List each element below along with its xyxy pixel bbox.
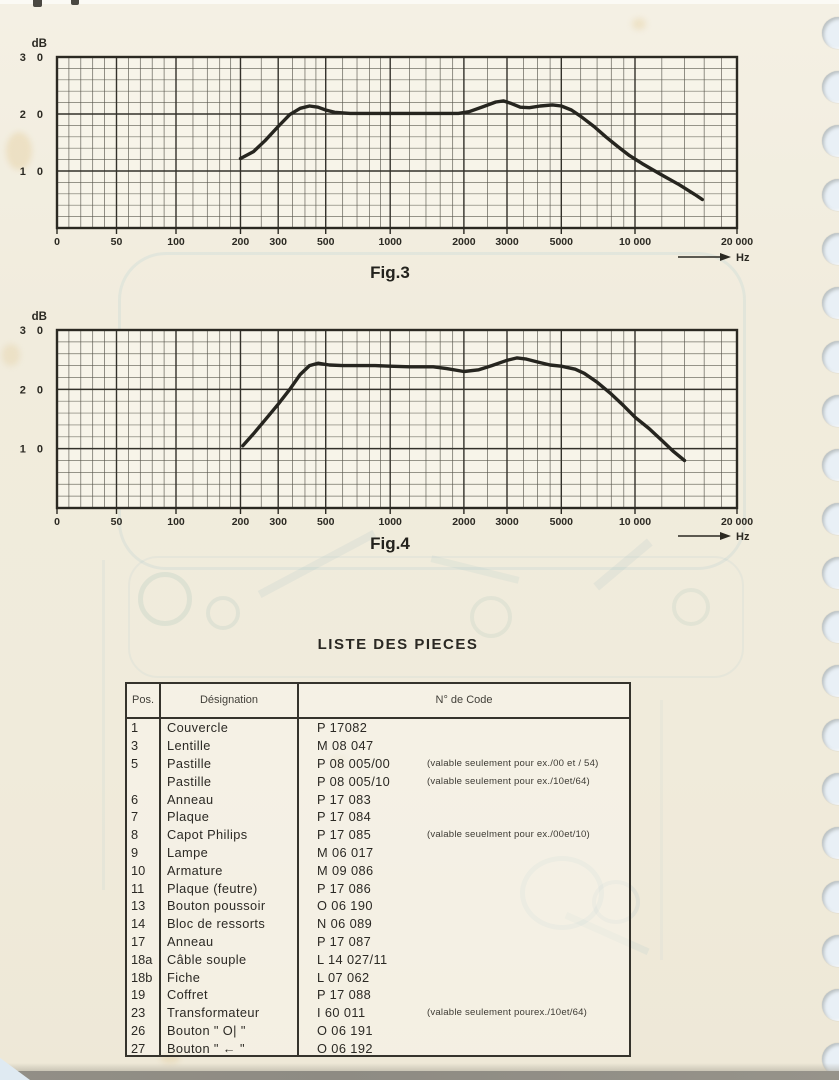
cell-code: N 06 089 xyxy=(317,916,373,932)
table-row xyxy=(127,826,629,844)
table-row xyxy=(127,737,629,755)
x-tick-label: 20 000 xyxy=(720,516,754,528)
staple-mark xyxy=(71,0,79,5)
x-tick-label: 500 xyxy=(316,236,335,248)
y-axis-unit: dB xyxy=(31,311,47,323)
cell-pos: 18a xyxy=(131,951,153,967)
parts-table xyxy=(125,682,631,1057)
cell-pos: 26 xyxy=(131,1022,146,1038)
x-tick-label: 20 000 xyxy=(720,236,754,248)
cell-designation: Bouton " O| " xyxy=(167,1022,246,1038)
table-header-row xyxy=(127,684,629,719)
page-bottom-shadow xyxy=(0,1063,839,1071)
cell-code: P 08 005/10 xyxy=(317,773,391,789)
x-tick-label: 10 000 xyxy=(618,516,652,528)
cell-pos: 8 xyxy=(131,827,139,843)
x-tick-label: 3000 xyxy=(495,516,519,528)
cell-code: P 17082 xyxy=(317,720,368,736)
cell-code: P 17 086 xyxy=(317,880,372,896)
cell-code: I 60 011 xyxy=(317,1005,366,1021)
x-tick-label: 200 xyxy=(231,516,250,528)
cell-code: M 08 047 xyxy=(317,738,374,754)
x-tick-label: 50 xyxy=(110,236,123,248)
x-tick-label: 0 xyxy=(54,516,60,528)
cell-pos: 13 xyxy=(131,898,146,914)
x-tick-label: 100 xyxy=(167,236,185,248)
cell-pos: 10 xyxy=(131,862,146,878)
figure-caption: Fig.3 xyxy=(370,263,410,282)
table-row xyxy=(127,1022,629,1040)
cell-code: P 17 085 xyxy=(317,827,372,843)
x-tick-label: 5000 xyxy=(549,236,573,248)
x-tick-label: 1000 xyxy=(378,236,402,248)
table-row xyxy=(127,790,629,808)
cell-code: M 09 086 xyxy=(317,862,374,878)
cell-code: O 06 191 xyxy=(317,1022,373,1038)
x-tick-label: 3000 xyxy=(495,236,519,248)
column-header-code: N° de Code xyxy=(435,694,493,706)
x-tick-label: 200 xyxy=(231,236,250,248)
y-tick-label: 3 0 xyxy=(19,52,47,64)
cell-code: P 17 087 xyxy=(317,933,372,949)
table-row xyxy=(127,879,629,897)
cell-pos: 9 xyxy=(131,844,139,860)
table-row xyxy=(127,933,629,951)
cell-designation: Couvercle xyxy=(167,720,229,736)
x-tick-label: 300 xyxy=(269,236,287,248)
table-row xyxy=(127,844,629,862)
page-bottom-edge xyxy=(0,1071,839,1080)
cell-designation: Pastille xyxy=(167,773,212,789)
cell-code: L 14 027/11 xyxy=(317,951,388,967)
table-row xyxy=(127,772,629,790)
table-row xyxy=(127,808,629,826)
x-tick-label: 2000 xyxy=(452,516,476,528)
cell-pos: 23 xyxy=(131,1005,146,1021)
cell-pos: 17 xyxy=(131,933,146,949)
table-row xyxy=(127,1039,629,1057)
cell-designation: Câble souple xyxy=(167,951,247,967)
cell-pos: 7 xyxy=(131,809,139,825)
cell-code: O 06 190 xyxy=(317,898,373,914)
table-row xyxy=(127,968,629,986)
x-tick-label: 50 xyxy=(110,516,123,528)
parts-list-title: LISTE DES PIECES xyxy=(317,636,479,653)
cell-designation: Pastille xyxy=(167,755,212,771)
table-row xyxy=(127,915,629,933)
cell-pos: 11 xyxy=(131,880,145,896)
x-tick-label: 2000 xyxy=(452,236,476,248)
cell-designation: Transformateur xyxy=(167,1005,260,1021)
y-tick-label: 1 0 xyxy=(19,166,47,178)
y-tick-label: 2 0 xyxy=(19,109,47,121)
x-tick-label: 5000 xyxy=(549,516,573,528)
fig3-chart xyxy=(20,38,754,282)
cell-designation: Bouton poussoir xyxy=(167,898,266,914)
y-axis-unit: dB xyxy=(31,38,47,50)
table-row xyxy=(127,950,629,968)
table-row xyxy=(127,861,629,879)
cell-designation: Bouton " ← " xyxy=(167,1040,245,1056)
cell-code: M 06 017 xyxy=(317,844,374,860)
cell-designation: Anneau xyxy=(167,933,214,949)
cell-pos: 6 xyxy=(131,791,139,807)
cell-designation: Bloc de ressorts xyxy=(167,916,266,932)
cell-pos: 5 xyxy=(131,755,139,771)
x-tick-label: 10 000 xyxy=(618,236,652,248)
column-header-pos: Pos. xyxy=(131,694,154,706)
x-tick-label: 1000 xyxy=(378,516,402,528)
staple-mark xyxy=(33,0,42,7)
x-axis-unit: Hz xyxy=(736,531,750,543)
cell-pos: 27 xyxy=(131,1040,146,1056)
figure-caption: Fig.4 xyxy=(370,534,410,553)
y-tick-label: 3 0 xyxy=(19,325,47,337)
cell-designation: Armature xyxy=(167,862,223,878)
cell-code: P 17 083 xyxy=(317,791,372,807)
cell-pos: 18b xyxy=(131,969,153,985)
cell-note: (valable seuelment pour ex./00et/10) xyxy=(427,829,590,841)
page-top-edge xyxy=(0,0,839,4)
cell-designation: Coffret xyxy=(167,987,208,1003)
cell-designation: Lampe xyxy=(167,844,209,860)
cell-code: P 08 005/00 xyxy=(317,755,391,771)
cell-pos: 14 xyxy=(131,916,146,932)
cell-pos: 19 xyxy=(131,987,146,1003)
cell-designation: Anneau xyxy=(167,791,214,807)
x-tick-label: 0 xyxy=(54,236,60,248)
x-tick-label: 500 xyxy=(316,516,335,528)
cell-designation: Fiche xyxy=(167,969,201,985)
column-header-designation: Désignation xyxy=(199,694,259,706)
cell-pos: 1 xyxy=(131,720,139,736)
parts-table-body xyxy=(127,719,629,1055)
cell-designation: Capot Philips xyxy=(167,827,248,843)
cell-pos: 3 xyxy=(131,738,139,754)
cell-designation: Lentille xyxy=(167,738,211,754)
fig4-chart xyxy=(20,311,754,553)
cell-designation: Plaque (feutre) xyxy=(167,880,258,896)
cell-note: (valable seulement pour ex./00 et / 54) xyxy=(427,757,599,769)
table-row xyxy=(127,897,629,915)
cell-code: P 17 088 xyxy=(317,987,372,1003)
y-tick-label: 2 0 xyxy=(19,384,47,397)
table-row xyxy=(127,1004,629,1022)
x-tick-label: 300 xyxy=(269,516,287,528)
table-row xyxy=(127,755,629,773)
x-axis-unit: Hz xyxy=(736,252,750,264)
x-tick-label: 100 xyxy=(167,516,185,528)
y-tick-label: 1 0 xyxy=(19,443,47,456)
cell-code: O 06 192 xyxy=(317,1040,373,1056)
cell-code: L 07 062 xyxy=(317,969,370,985)
table-row xyxy=(127,719,629,737)
cell-note: (valable seulement pour ex./10et/64) xyxy=(427,775,590,787)
table-row xyxy=(127,986,629,1004)
cell-note: (valable seulement pourex./10et/64) xyxy=(427,1007,588,1019)
cell-designation: Plaque xyxy=(167,809,210,825)
cell-code: P 17 084 xyxy=(317,809,372,825)
